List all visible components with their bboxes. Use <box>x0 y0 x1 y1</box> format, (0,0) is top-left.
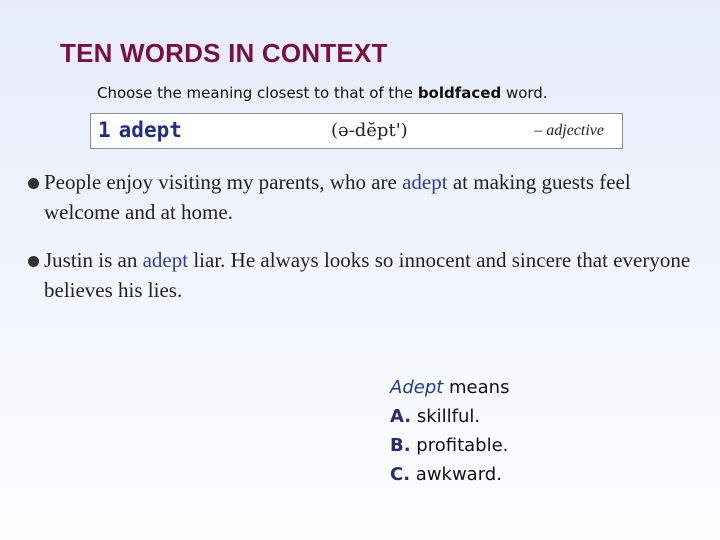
instructions-bold-word: boldfaced <box>417 84 502 102</box>
example-text <box>28 167 698 227</box>
option-text: skillful. <box>411 406 481 427</box>
instructions-text-end: word. <box>501 84 548 102</box>
option-text: awkward. <box>410 464 502 485</box>
example-text-end: liar. He always looks so innocent and sincere that everyone believes his lies. <box>44 248 691 302</box>
example-text <box>28 245 698 305</box>
part-of-speech: – adjective <box>534 122 604 139</box>
example-text-start: People enjoy visiting my parents, who are <box>44 170 403 194</box>
vocab-word-number: 1 <box>98 118 111 142</box>
example-highlight-word: adept <box>142 248 189 272</box>
example-highlight-word: adept <box>402 170 448 194</box>
example-sentence-2 <box>28 245 698 305</box>
instructions-text-start: Choose the meaning closest to that of the <box>97 84 418 102</box>
question-word: Adept <box>390 377 444 398</box>
option-text: profitable. <box>410 435 509 456</box>
option-letter: A. <box>390 406 412 427</box>
pronunciation: (ə-dĕpt') <box>331 120 408 141</box>
example-sentence-1 <box>28 167 698 227</box>
example-text-end: at making guests feel welcome and at home. <box>44 170 631 224</box>
answer-choices <box>390 373 509 489</box>
page-title: TEN WORDS IN CONTEXT <box>60 38 388 68</box>
answer-option-c[interactable] <box>390 460 509 489</box>
example-text-start: Justin is an <box>44 248 143 272</box>
vocab-word: adept <box>118 118 182 142</box>
vocab-word-box <box>90 113 623 149</box>
answer-option-b[interactable] <box>390 431 509 460</box>
instructions <box>97 84 548 102</box>
bullet-icon <box>28 256 39 267</box>
answer-option-a[interactable] <box>390 402 509 431</box>
bullet-icon <box>28 178 39 189</box>
question-suffix: means <box>443 377 510 398</box>
option-letter: C. <box>390 464 411 485</box>
question-prompt <box>390 373 509 402</box>
option-letter: B. <box>390 435 411 456</box>
vocab-word-heading <box>98 118 182 142</box>
